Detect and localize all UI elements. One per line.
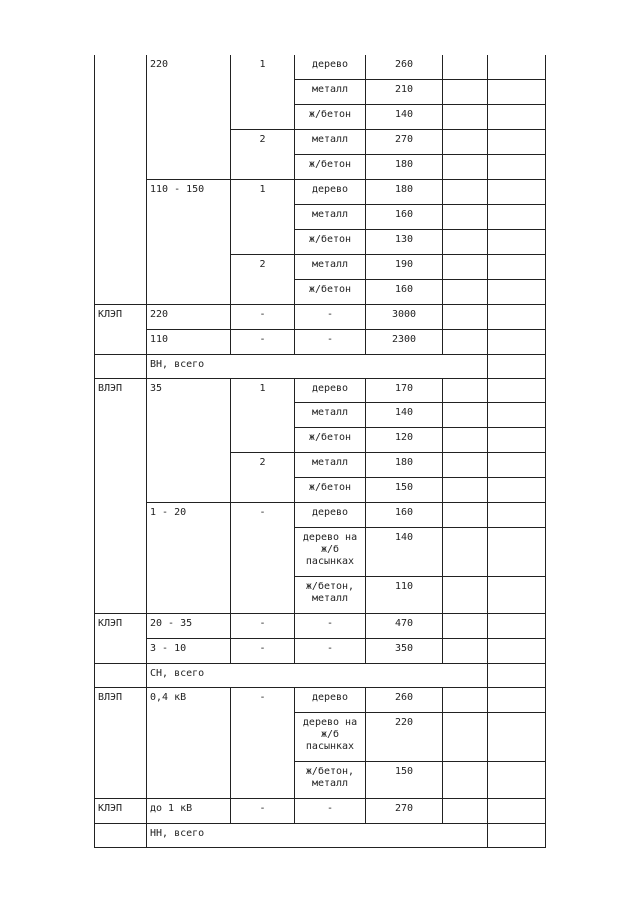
empty-cell bbox=[443, 129, 488, 154]
empty-cell bbox=[488, 279, 546, 304]
empty-cell bbox=[443, 687, 488, 712]
table-row bbox=[95, 613, 546, 638]
empty-cell bbox=[488, 527, 546, 576]
support-material-cell: металл bbox=[295, 452, 366, 477]
table-row bbox=[95, 304, 546, 329]
empty-cell bbox=[488, 613, 546, 638]
cost-value-cell: 220 bbox=[366, 712, 443, 761]
voltage-cell: 220 bbox=[147, 55, 231, 179]
cost-value-cell: 170 bbox=[366, 378, 443, 402]
support-material-cell: - bbox=[295, 638, 366, 663]
empty-cell bbox=[443, 402, 488, 427]
table-body bbox=[95, 55, 546, 847]
line-type-cell: ВЛЭП bbox=[95, 378, 147, 613]
support-material-cell: ж/бетон, металл bbox=[295, 576, 366, 613]
line-cost-table bbox=[94, 55, 546, 848]
support-material-cell: ж/бетон bbox=[295, 279, 366, 304]
empty-cell bbox=[443, 304, 488, 329]
empty-cell bbox=[443, 55, 488, 79]
cost-value-cell: 110 bbox=[366, 576, 443, 613]
cost-value-cell: 140 bbox=[366, 527, 443, 576]
table-row bbox=[95, 502, 546, 527]
support-material-cell: - bbox=[295, 304, 366, 329]
support-material-cell: ж/бетон bbox=[295, 229, 366, 254]
support-material-cell: дерево на ж/б пасынках bbox=[295, 712, 366, 761]
empty-cell bbox=[488, 104, 546, 129]
cost-value-cell: 180 bbox=[366, 154, 443, 179]
support-material-cell: ж/бетон bbox=[295, 154, 366, 179]
support-material-cell: металл bbox=[295, 79, 366, 104]
empty-cell bbox=[488, 129, 546, 154]
support-material-cell: - bbox=[295, 798, 366, 823]
empty-cell bbox=[443, 502, 488, 527]
cost-value-cell: 190 bbox=[366, 254, 443, 279]
empty-cell bbox=[443, 104, 488, 129]
circuits-cell: 1 bbox=[231, 179, 295, 254]
cost-value-cell: 210 bbox=[366, 79, 443, 104]
empty-cell bbox=[488, 304, 546, 329]
support-material-cell: металл bbox=[295, 129, 366, 154]
empty-cell bbox=[488, 687, 546, 712]
empty-cell bbox=[488, 477, 546, 502]
table-row bbox=[95, 179, 546, 204]
cost-value-cell: 130 bbox=[366, 229, 443, 254]
empty-cell bbox=[443, 229, 488, 254]
circuits-cell: - bbox=[231, 613, 295, 638]
circuits-cell: - bbox=[231, 687, 295, 798]
cost-value-cell: 350 bbox=[366, 638, 443, 663]
table-row bbox=[95, 638, 546, 663]
support-material-cell: дерево bbox=[295, 179, 366, 204]
line-type-cell: КЛЭП bbox=[95, 613, 147, 663]
voltage-cell: 0,4 кВ bbox=[147, 687, 231, 798]
cost-value-cell: 470 bbox=[366, 613, 443, 638]
support-material-cell: дерево bbox=[295, 378, 366, 402]
table-row bbox=[95, 354, 546, 378]
empty-cell bbox=[488, 712, 546, 761]
line-type-cell: ВЛЭП bbox=[95, 687, 147, 798]
empty-cell bbox=[443, 378, 488, 402]
support-material-cell: металл bbox=[295, 402, 366, 427]
empty-cell bbox=[443, 761, 488, 798]
empty-cell bbox=[443, 477, 488, 502]
circuits-cell: 2 bbox=[231, 129, 295, 179]
cost-value-cell: 2300 bbox=[366, 329, 443, 354]
support-material-cell: - bbox=[295, 329, 366, 354]
empty-cell bbox=[443, 154, 488, 179]
support-material-cell: ж/бетон bbox=[295, 427, 366, 452]
empty-cell bbox=[443, 254, 488, 279]
table-row bbox=[95, 55, 546, 79]
table-row bbox=[95, 663, 546, 687]
support-material-cell: ж/бетон, металл bbox=[295, 761, 366, 798]
subtotal-label: ВН, всего bbox=[147, 354, 488, 378]
empty-cell bbox=[443, 798, 488, 823]
table-row bbox=[95, 329, 546, 354]
support-material-cell: металл bbox=[295, 204, 366, 229]
empty-cell bbox=[488, 427, 546, 452]
voltage-cell: 20 - 35 bbox=[147, 613, 231, 638]
total-spacer-cell bbox=[95, 663, 147, 687]
circuits-cell: - bbox=[231, 502, 295, 613]
support-material-cell: ж/бетон bbox=[295, 104, 366, 129]
empty-cell bbox=[488, 402, 546, 427]
empty-cell bbox=[488, 452, 546, 477]
table-row bbox=[95, 687, 546, 712]
empty-cell bbox=[443, 79, 488, 104]
subtotal-label: СН, всего bbox=[147, 663, 488, 687]
empty-cell bbox=[488, 79, 546, 104]
circuits-cell: - bbox=[231, 638, 295, 663]
line-type-cell: КЛЭП bbox=[95, 304, 147, 354]
empty-cell bbox=[488, 354, 546, 378]
empty-cell bbox=[443, 204, 488, 229]
table-row bbox=[95, 823, 546, 847]
empty-cell bbox=[488, 179, 546, 204]
empty-cell bbox=[488, 638, 546, 663]
support-material-cell: ж/бетон bbox=[295, 477, 366, 502]
cost-value-cell: 270 bbox=[366, 129, 443, 154]
empty-cell bbox=[443, 427, 488, 452]
cost-value-cell: 140 bbox=[366, 104, 443, 129]
cost-value-cell: 260 bbox=[366, 55, 443, 79]
table-row bbox=[95, 798, 546, 823]
support-material-cell: дерево bbox=[295, 55, 366, 79]
cost-value-cell: 140 bbox=[366, 402, 443, 427]
support-material-cell: дерево bbox=[295, 687, 366, 712]
voltage-cell: 110 - 150 bbox=[147, 179, 231, 304]
circuits-cell: - bbox=[231, 329, 295, 354]
support-material-cell: дерево на ж/б пасынках bbox=[295, 527, 366, 576]
empty-cell bbox=[488, 378, 546, 402]
line-type-cell: КЛЭП bbox=[95, 798, 147, 823]
cost-value-cell: 180 bbox=[366, 452, 443, 477]
cost-value-cell: 150 bbox=[366, 761, 443, 798]
empty-cell bbox=[488, 576, 546, 613]
cost-value-cell: 150 bbox=[366, 477, 443, 502]
empty-cell bbox=[443, 712, 488, 761]
cost-value-cell: 120 bbox=[366, 427, 443, 452]
circuits-cell: 1 bbox=[231, 378, 295, 452]
empty-cell bbox=[488, 798, 546, 823]
cost-value-cell: 260 bbox=[366, 687, 443, 712]
empty-cell bbox=[488, 823, 546, 847]
circuits-cell: 2 bbox=[231, 452, 295, 502]
support-material-cell: дерево bbox=[295, 502, 366, 527]
voltage-cell: 220 bbox=[147, 304, 231, 329]
empty-cell bbox=[443, 179, 488, 204]
line-type-cell bbox=[95, 55, 147, 304]
empty-cell bbox=[443, 329, 488, 354]
voltage-cell: до 1 кВ bbox=[147, 798, 231, 823]
total-spacer-cell bbox=[95, 823, 147, 847]
empty-cell bbox=[488, 502, 546, 527]
voltage-cell: 3 - 10 bbox=[147, 638, 231, 663]
empty-cell bbox=[443, 527, 488, 576]
circuits-cell: 2 bbox=[231, 254, 295, 304]
subtotal-label: НН, всего bbox=[147, 823, 488, 847]
circuits-cell: - bbox=[231, 304, 295, 329]
cost-value-cell: 160 bbox=[366, 502, 443, 527]
empty-cell bbox=[488, 154, 546, 179]
total-spacer-cell bbox=[95, 354, 147, 378]
empty-cell bbox=[488, 204, 546, 229]
empty-cell bbox=[488, 55, 546, 79]
voltage-cell: 110 bbox=[147, 329, 231, 354]
table-row bbox=[95, 378, 546, 402]
cost-value-cell: 160 bbox=[366, 204, 443, 229]
circuits-cell: - bbox=[231, 798, 295, 823]
cost-value-cell: 180 bbox=[366, 179, 443, 204]
support-material-cell: - bbox=[295, 613, 366, 638]
voltage-cell: 1 - 20 bbox=[147, 502, 231, 613]
empty-cell bbox=[443, 279, 488, 304]
empty-cell bbox=[488, 663, 546, 687]
empty-cell bbox=[488, 329, 546, 354]
empty-cell bbox=[488, 254, 546, 279]
cost-value-cell: 3000 bbox=[366, 304, 443, 329]
cost-value-cell: 160 bbox=[366, 279, 443, 304]
circuits-cell: 1 bbox=[231, 55, 295, 129]
empty-cell bbox=[443, 613, 488, 638]
voltage-cell: 35 bbox=[147, 378, 231, 502]
cost-value-cell: 270 bbox=[366, 798, 443, 823]
empty-cell bbox=[488, 761, 546, 798]
empty-cell bbox=[443, 638, 488, 663]
empty-cell bbox=[443, 576, 488, 613]
empty-cell bbox=[488, 229, 546, 254]
empty-cell bbox=[443, 452, 488, 477]
support-material-cell: металл bbox=[295, 254, 366, 279]
